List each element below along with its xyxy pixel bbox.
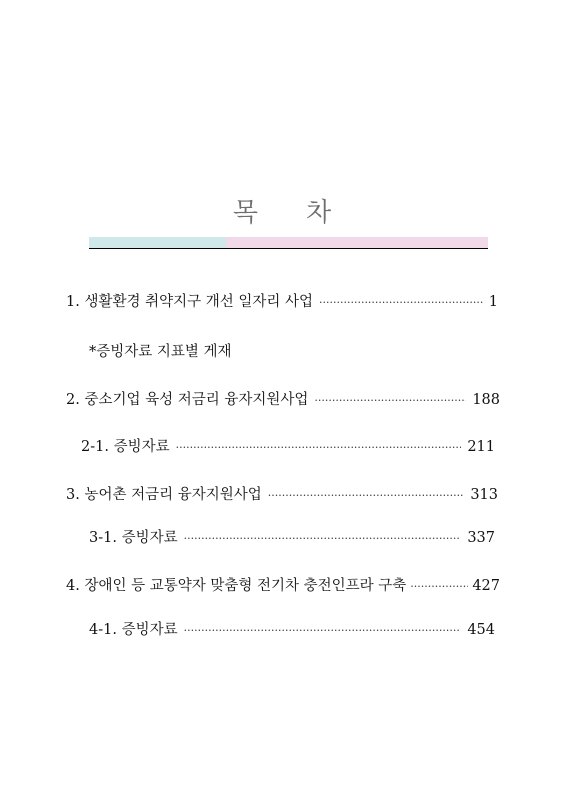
toc-item-4-1-label: 4-1. 증빙자료 bbox=[89, 622, 178, 638]
toc-item-2[interactable] bbox=[66, 388, 500, 409]
bar-right-segment bbox=[226, 237, 488, 248]
dot-leader bbox=[184, 624, 462, 637]
toc-item-2-1[interactable] bbox=[81, 435, 495, 456]
dot-leader bbox=[410, 580, 468, 593]
toc-item-4-1[interactable] bbox=[89, 618, 495, 639]
toc-item-3-label: 3. 농어촌 저금리 융자지원사업 bbox=[66, 487, 262, 503]
page-title bbox=[0, 192, 566, 229]
toc-item-3-1[interactable] bbox=[89, 526, 495, 547]
dot-leader bbox=[268, 489, 465, 502]
toc-item-4-1-page: 454 bbox=[467, 622, 495, 638]
toc-item-3-1-label: 3-1. 증빙자료 bbox=[89, 530, 178, 546]
title-char-1: 목 bbox=[232, 198, 260, 228]
toc-item-4-page: 427 bbox=[472, 578, 500, 594]
toc-item-4[interactable] bbox=[66, 574, 500, 595]
toc-item-1-label: 1. 생활환경 취약지구 개선 일자리 사업 bbox=[66, 294, 313, 310]
title-underline-bar bbox=[89, 237, 488, 249]
toc-item-2-1-label: 2-1. 증빙자료 bbox=[81, 439, 170, 455]
toc-item-1[interactable] bbox=[66, 290, 498, 311]
bar-left-segment bbox=[89, 237, 226, 248]
dot-leader bbox=[314, 394, 466, 407]
toc-item-2-page: 188 bbox=[472, 392, 500, 408]
toc-item-3-1-page: 337 bbox=[467, 530, 495, 546]
toc-item-3-page: 313 bbox=[470, 487, 498, 503]
toc-item-2-1-page: 211 bbox=[467, 439, 495, 455]
toc-item-4-label: 4. 장애인 등 교통약자 맞춤형 전기차 충전인프라 구축 bbox=[66, 578, 407, 594]
dot-leader bbox=[176, 441, 462, 454]
toc-item-2-label: 2. 중소기업 육성 저금리 융자지원사업 bbox=[66, 392, 309, 408]
toc-note-1: *증빙자료 지표별 게재 bbox=[89, 344, 232, 360]
dot-leader bbox=[184, 532, 462, 545]
title-char-2: 차 bbox=[306, 198, 334, 228]
dot-leader bbox=[319, 296, 483, 309]
toc-item-3[interactable] bbox=[66, 483, 498, 504]
toc-item-1-page: 1 bbox=[488, 294, 498, 310]
